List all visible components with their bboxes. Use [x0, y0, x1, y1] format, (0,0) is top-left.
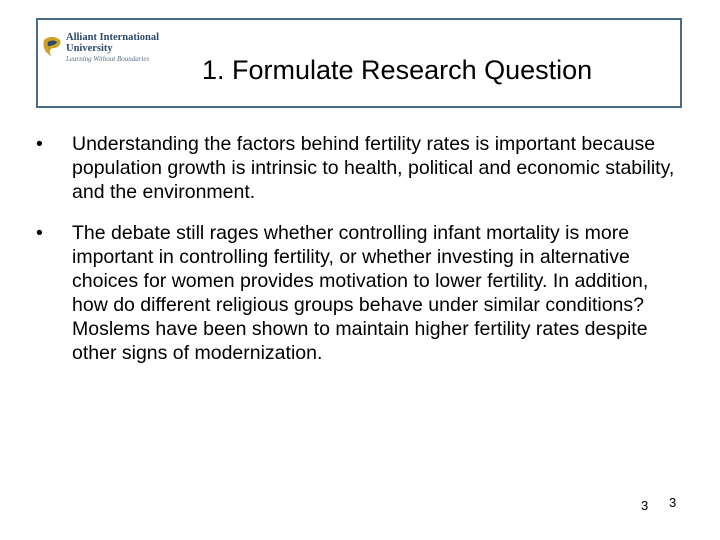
bullet-glyph: •: [36, 133, 43, 155]
slide-title: 1. Formulate Research Question: [202, 55, 593, 85]
slide-number: 3: [669, 495, 677, 510]
bullet-text: The debate still rages whether controlling infant mortality is more important in controlling fertility, or whether investing in alternative choices for women provides motivation to lower fertility. In addition, how do different religious groups behave under similar conditions? Moslems have been shown to maintain higher fertility rates despite other signs of modernization.: [72, 222, 649, 364]
bullet-list: [36, 132, 684, 382]
logo-line-1: Alliant International: [66, 32, 160, 43]
bullet-glyph: •: [36, 222, 43, 244]
logo-wordmark: [66, 32, 159, 54]
title-header-box: [36, 18, 682, 108]
university-logo-icon: [42, 34, 64, 58]
university-logo: [42, 30, 168, 74]
bullet-item: [36, 132, 684, 204]
page-number: 3: [641, 498, 649, 513]
logo-line-2: University: [66, 43, 113, 54]
bullet-item: [36, 221, 684, 365]
bullet-text: Understanding the factors behind fertility rates is important because population growth is intrinsic to health, political and economic stability, and the environment.: [72, 133, 675, 203]
logo-tagline: Learning Without Boundaries: [66, 55, 150, 63]
